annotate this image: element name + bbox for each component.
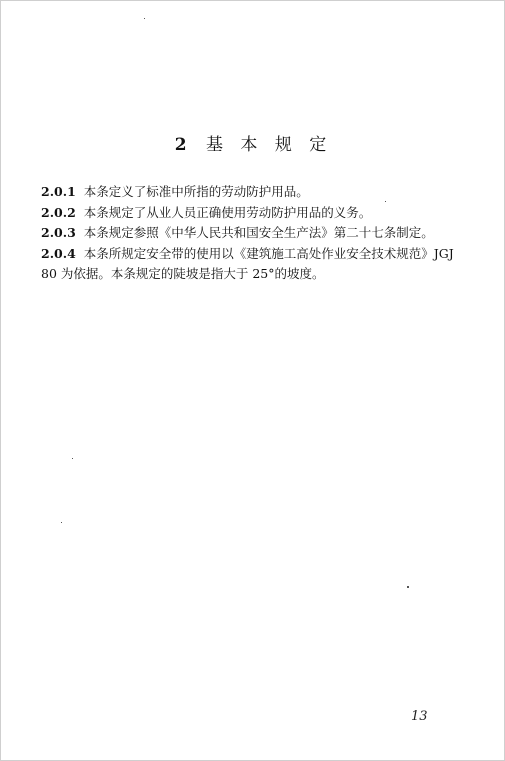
clause-text: 本条规定参照《中华人民共和国安全生产法》第二十七条制定。 — [83, 225, 434, 240]
clause-2-0-4 — [41, 244, 469, 285]
clause-number: 2.0.2 — [41, 204, 76, 220]
scan-speck — [144, 18, 145, 19]
clause-text: 本条规定了从业人员正确使用劳动防护用品的义务。 — [83, 204, 372, 220]
clause-text: 本条定义了标准中所指的劳动防护用品。 — [83, 184, 309, 199]
scan-speck — [385, 201, 386, 202]
scan-speck — [407, 586, 409, 588]
clause-number: 2.0.4 — [41, 245, 76, 261]
chapter-title: 基 本 规 定 — [206, 135, 333, 155]
clause-number: 2.0.3 — [41, 225, 76, 240]
chapter-heading — [1, 130, 505, 155]
clause-number: 2.0.1 — [41, 184, 76, 199]
chapter-number: 2 — [174, 135, 187, 155]
clause-2-0-1 — [41, 182, 469, 203]
clause-2-0-2 — [41, 203, 469, 224]
page-number: 13 — [411, 709, 428, 724]
scan-speck — [61, 522, 62, 523]
clause-2-0-3 — [41, 223, 469, 244]
clause-text: 本条所规定安全带的使用以《建筑施工高处作业安全技术规范》JGJ 80 为依据。本条规定的陡坡是指大于 25°的坡度。 — [41, 245, 454, 281]
clause-list — [41, 182, 469, 285]
scan-speck — [72, 458, 73, 459]
